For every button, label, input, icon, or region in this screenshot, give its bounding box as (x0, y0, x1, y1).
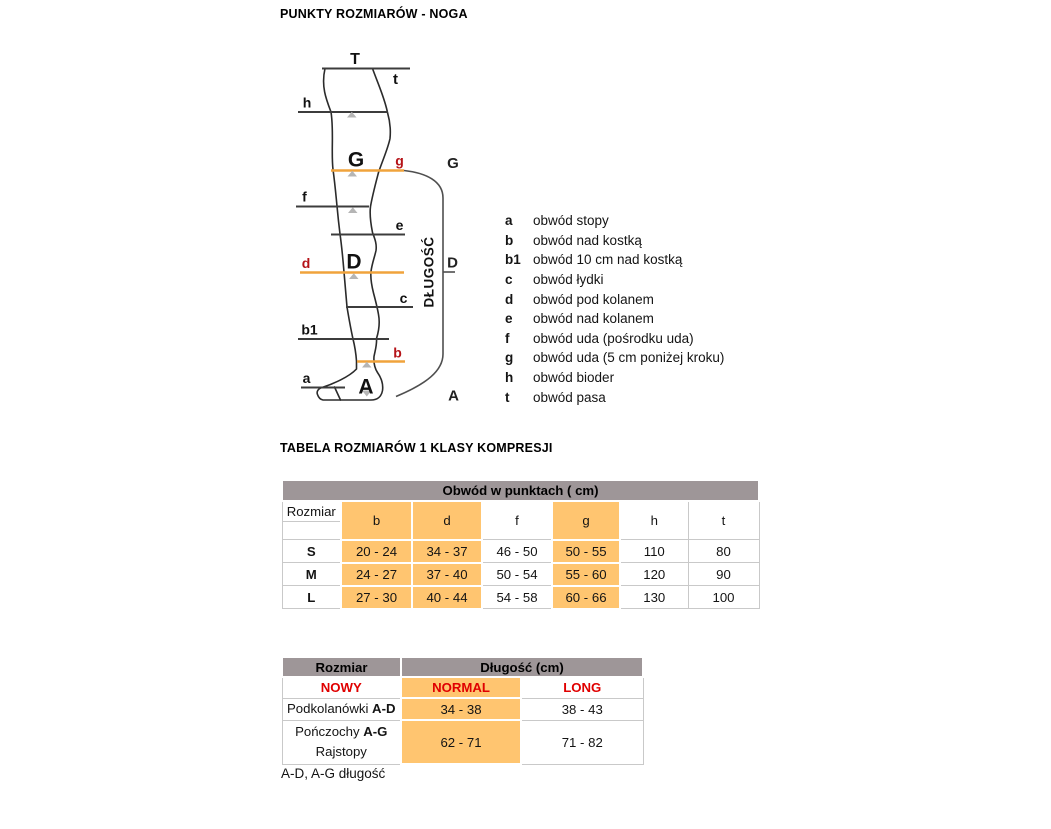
legend-item (505, 211, 724, 231)
legend-desc: obwód 10 cm nad kostką (533, 252, 683, 268)
bracket-label-A: A (448, 387, 459, 405)
column-header-g: g (552, 501, 620, 540)
table-cell: 38 - 43 (521, 698, 643, 720)
footnote: A-D, A-G długość (281, 766, 386, 781)
label-b: b (393, 344, 402, 361)
table-cell: 60 - 66 (552, 586, 620, 609)
table-cell: 37 - 40 (412, 563, 482, 586)
label-c: c (399, 290, 408, 306)
label-D-large: D (346, 250, 362, 274)
size-label: M (282, 563, 341, 586)
table-cell: 62 - 71 (401, 720, 521, 764)
table-cell: 50 - 54 (482, 563, 552, 586)
product-line1 (283, 722, 401, 742)
product-label: Pończochy (295, 724, 360, 739)
legend-desc: obwód uda (5 cm poniżej kroku) (533, 350, 725, 366)
column-header-b: b (341, 501, 412, 540)
legend-item (505, 348, 724, 368)
length-label: DŁUGOŚĆ (421, 236, 437, 308)
legend-item (505, 309, 724, 329)
legend-item (505, 250, 724, 270)
leg-measurement-diagram (288, 48, 466, 410)
legend-key: h (505, 370, 514, 386)
table-cell: 90 (688, 563, 759, 586)
legend-desc: obwód uda (pośrodku uda) (533, 330, 694, 346)
table-cell: 120 (620, 563, 688, 586)
table-cell: 100 (688, 586, 759, 609)
table-cell: 46 - 50 (482, 540, 552, 563)
size-row-L (282, 586, 759, 609)
table-header-row (282, 657, 643, 677)
label-T: T (350, 51, 360, 68)
empty-cell (282, 522, 341, 540)
bracket-label-G: G (447, 155, 459, 172)
legend-desc: obwód nad kostką (533, 232, 642, 248)
legend-desc: obwód nad kolanem (533, 311, 654, 327)
table-header-row (282, 480, 759, 501)
legend-item (505, 387, 724, 407)
length-table (281, 656, 644, 765)
label-e: e (395, 217, 404, 233)
legend-key: c (505, 272, 513, 288)
table-cell: 40 - 44 (412, 586, 482, 609)
table-cell: 55 - 60 (552, 563, 620, 586)
column-header-t: t (688, 501, 759, 540)
marker-triangle-d (349, 273, 359, 279)
column-header-d: d (412, 501, 482, 540)
legend-desc: obwód pod kolanem (533, 291, 654, 307)
length-table-header-dlugosc: Długość (cm) (401, 657, 643, 677)
label-f: f (302, 188, 307, 205)
bracket-label-D: D (447, 254, 458, 272)
section-title-size-table: TABELA ROZMIARÓW 1 KLASY KOMPRESJI (280, 441, 553, 455)
product-range: A-D (372, 701, 396, 716)
legend-desc: obwód pasa (533, 389, 606, 405)
legend-key: b (505, 232, 514, 248)
label-b1: b1 (301, 321, 318, 338)
table-cell: 130 (620, 586, 688, 609)
product-line2: Rajstopy (315, 744, 367, 759)
table-cell: 27 - 30 (341, 586, 412, 609)
size-table (281, 479, 760, 610)
legend-key: d (505, 291, 514, 307)
variant-long: LONG (521, 677, 643, 698)
size-label: S (282, 540, 341, 563)
legend-desc: obwód stopy (533, 213, 609, 229)
section-title-measure-points: PUNKTY ROZMIARÓW - NOGA (280, 7, 468, 21)
legend-item (505, 289, 724, 309)
table-cell: 24 - 27 (341, 563, 412, 586)
legend-key: a (505, 213, 513, 229)
product-range: A-G (363, 724, 388, 739)
length-row-ponczochy (282, 720, 643, 764)
size-label: L (282, 586, 341, 609)
measurement-legend (505, 211, 724, 407)
legend-desc: obwód łydki (533, 272, 604, 288)
table-cell: 110 (620, 540, 688, 563)
label-A-large: A (358, 375, 374, 399)
legend-key: f (505, 330, 510, 346)
column-header-row (282, 501, 759, 522)
length-table-header-rozmiar: Rozmiar (282, 657, 401, 677)
label-h: h (302, 94, 312, 111)
product-name (282, 698, 401, 720)
size-row-S (282, 540, 759, 563)
table-cell: 34 - 37 (412, 540, 482, 563)
product-name (282, 720, 401, 764)
label-d: d (301, 255, 311, 271)
legend-item (505, 368, 724, 388)
size-table-title-cell: Obwód w punktach ( cm) (282, 480, 759, 501)
legend-key: t (505, 389, 510, 405)
marker-triangle-f (348, 207, 358, 213)
toe-cap-line (335, 387, 341, 400)
product-label: Podkolanówki (287, 701, 369, 716)
label-g: g (395, 152, 404, 169)
legend-key: e (505, 311, 513, 327)
legend-item (505, 270, 724, 290)
legend-key: g (505, 350, 514, 366)
table-cell: 34 - 38 (401, 698, 521, 720)
column-header-f: f (482, 501, 552, 540)
table-cell: 54 - 58 (482, 586, 552, 609)
column-header-h: h (620, 501, 688, 540)
variant-normal: NORMAL (401, 677, 521, 698)
table-cell: 71 - 82 (521, 720, 643, 764)
table-cell: 20 - 24 (341, 540, 412, 563)
length-row-podkolanowki (282, 698, 643, 720)
label-t: t (393, 71, 398, 88)
table-cell: 80 (688, 540, 759, 563)
label-a: a (302, 370, 311, 386)
legend-item (505, 329, 724, 349)
label-G-large: G (347, 148, 365, 172)
row-header-rozmiar: Rozmiar (282, 501, 341, 522)
legend-item (505, 231, 724, 251)
variant-row (282, 677, 643, 698)
legend-key: b1 (505, 252, 521, 268)
table-cell: 50 - 55 (552, 540, 620, 563)
legend-desc: obwód bioder (533, 370, 615, 386)
size-row-M (282, 563, 759, 586)
variant-nowy: NOWY (282, 677, 401, 698)
